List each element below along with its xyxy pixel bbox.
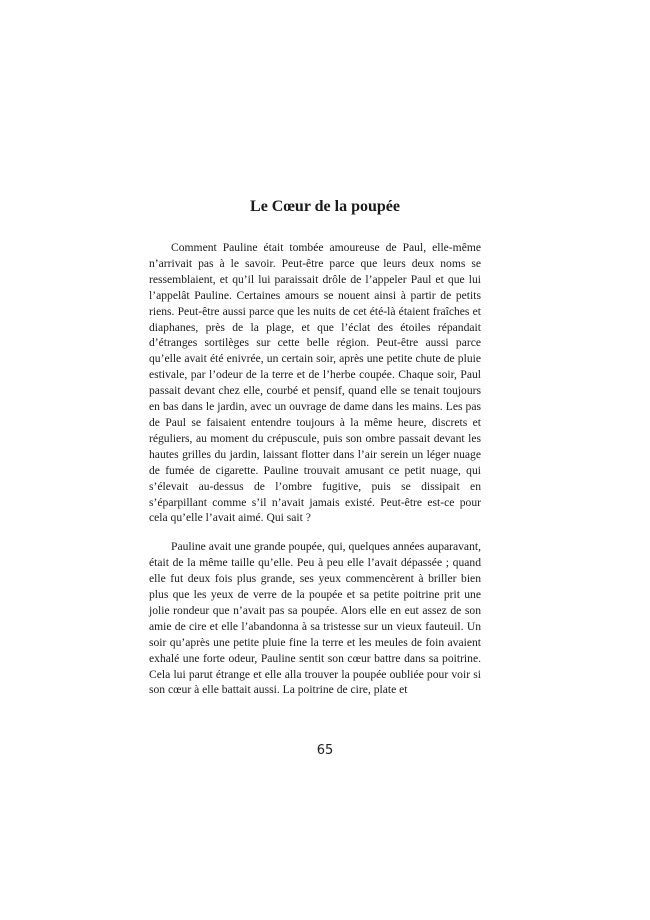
paragraph-1: Comment Pauline était tombée amoureuse de Paul, elle-même n’arrivait pas à le savoir. Peut-être parce que leurs deux noms se ressemblaient, et qu’il lui paraissait drôle de l’appeler Paul et que lui l’appelât Pauline. Certaines amours se nouent ainsi à partir de petits riens. Peut-être aussi parce que les nuits de cet été-là étaient fraîches et diaphanes, près de la plage, et que l’éclat des étoiles répandait d’étranges sortilèges sur cette belle région. Peut-être aussi parce qu’elle avait été enivrée, un certain soir, après une petite chute de pluie estivale, par l’odeur de la terre et de l’herbe coupée. Chaque soir, Paul passait devant chez elle, courbé et pensif, quand elle se tenait toujours en bas dans le jardin, avec un ouvrage de dame dans les mains. Les pas de Paul se faisaient entendre toujours à la même heure, discrets et réguliers, au moment du crépuscule, puis son ombre passait devant les hautes grilles du jardin, laissant flotter dans l’air serein un léger nuage de fumée de cigarette. Pauline trouvait amusant ce petit nuage, qui s’élevait au-dessus de l’ombre fugitive, puis se dissipait en s’éparpillant comme s’il n’avait jamais existé. Peut-être est-ce pour cela qu’elle l’avait aimé. Qui sait ? (149, 241, 481, 525)
paragraph-2: Pauline avait une grande poupée, qui, quelques années auparavant, était de la même taille qu’elle. Peu à peu elle l’avait dépassée ; quand elle fut deux fois plus grande, ses yeux commencèrent à briller bien plus que les yeux de verre de la poupée et sa petite poitrine prit une jolie rondeur que n’avait pas sa poupée. Alors elle en eut assez de son amie de cire et elle l’abandonna à sa tristesse sur un vieux fauteuil. Un soir qu’après une petite pluie fine la terre et les meules de foin avaient exhalé une forte odeur, Pauline sentit son cœur battre dans sa poitrine. Cela lui parut étrange et elle alla trouver la poupée oubliée pour voir si son cœur à elle battait aussi. La poitrine de cire, plate et (149, 540, 481, 697)
body-text (149, 240, 481, 711)
chapter-title: Le Cœur de la poupée (250, 198, 400, 215)
page-number: 65 (316, 743, 334, 758)
